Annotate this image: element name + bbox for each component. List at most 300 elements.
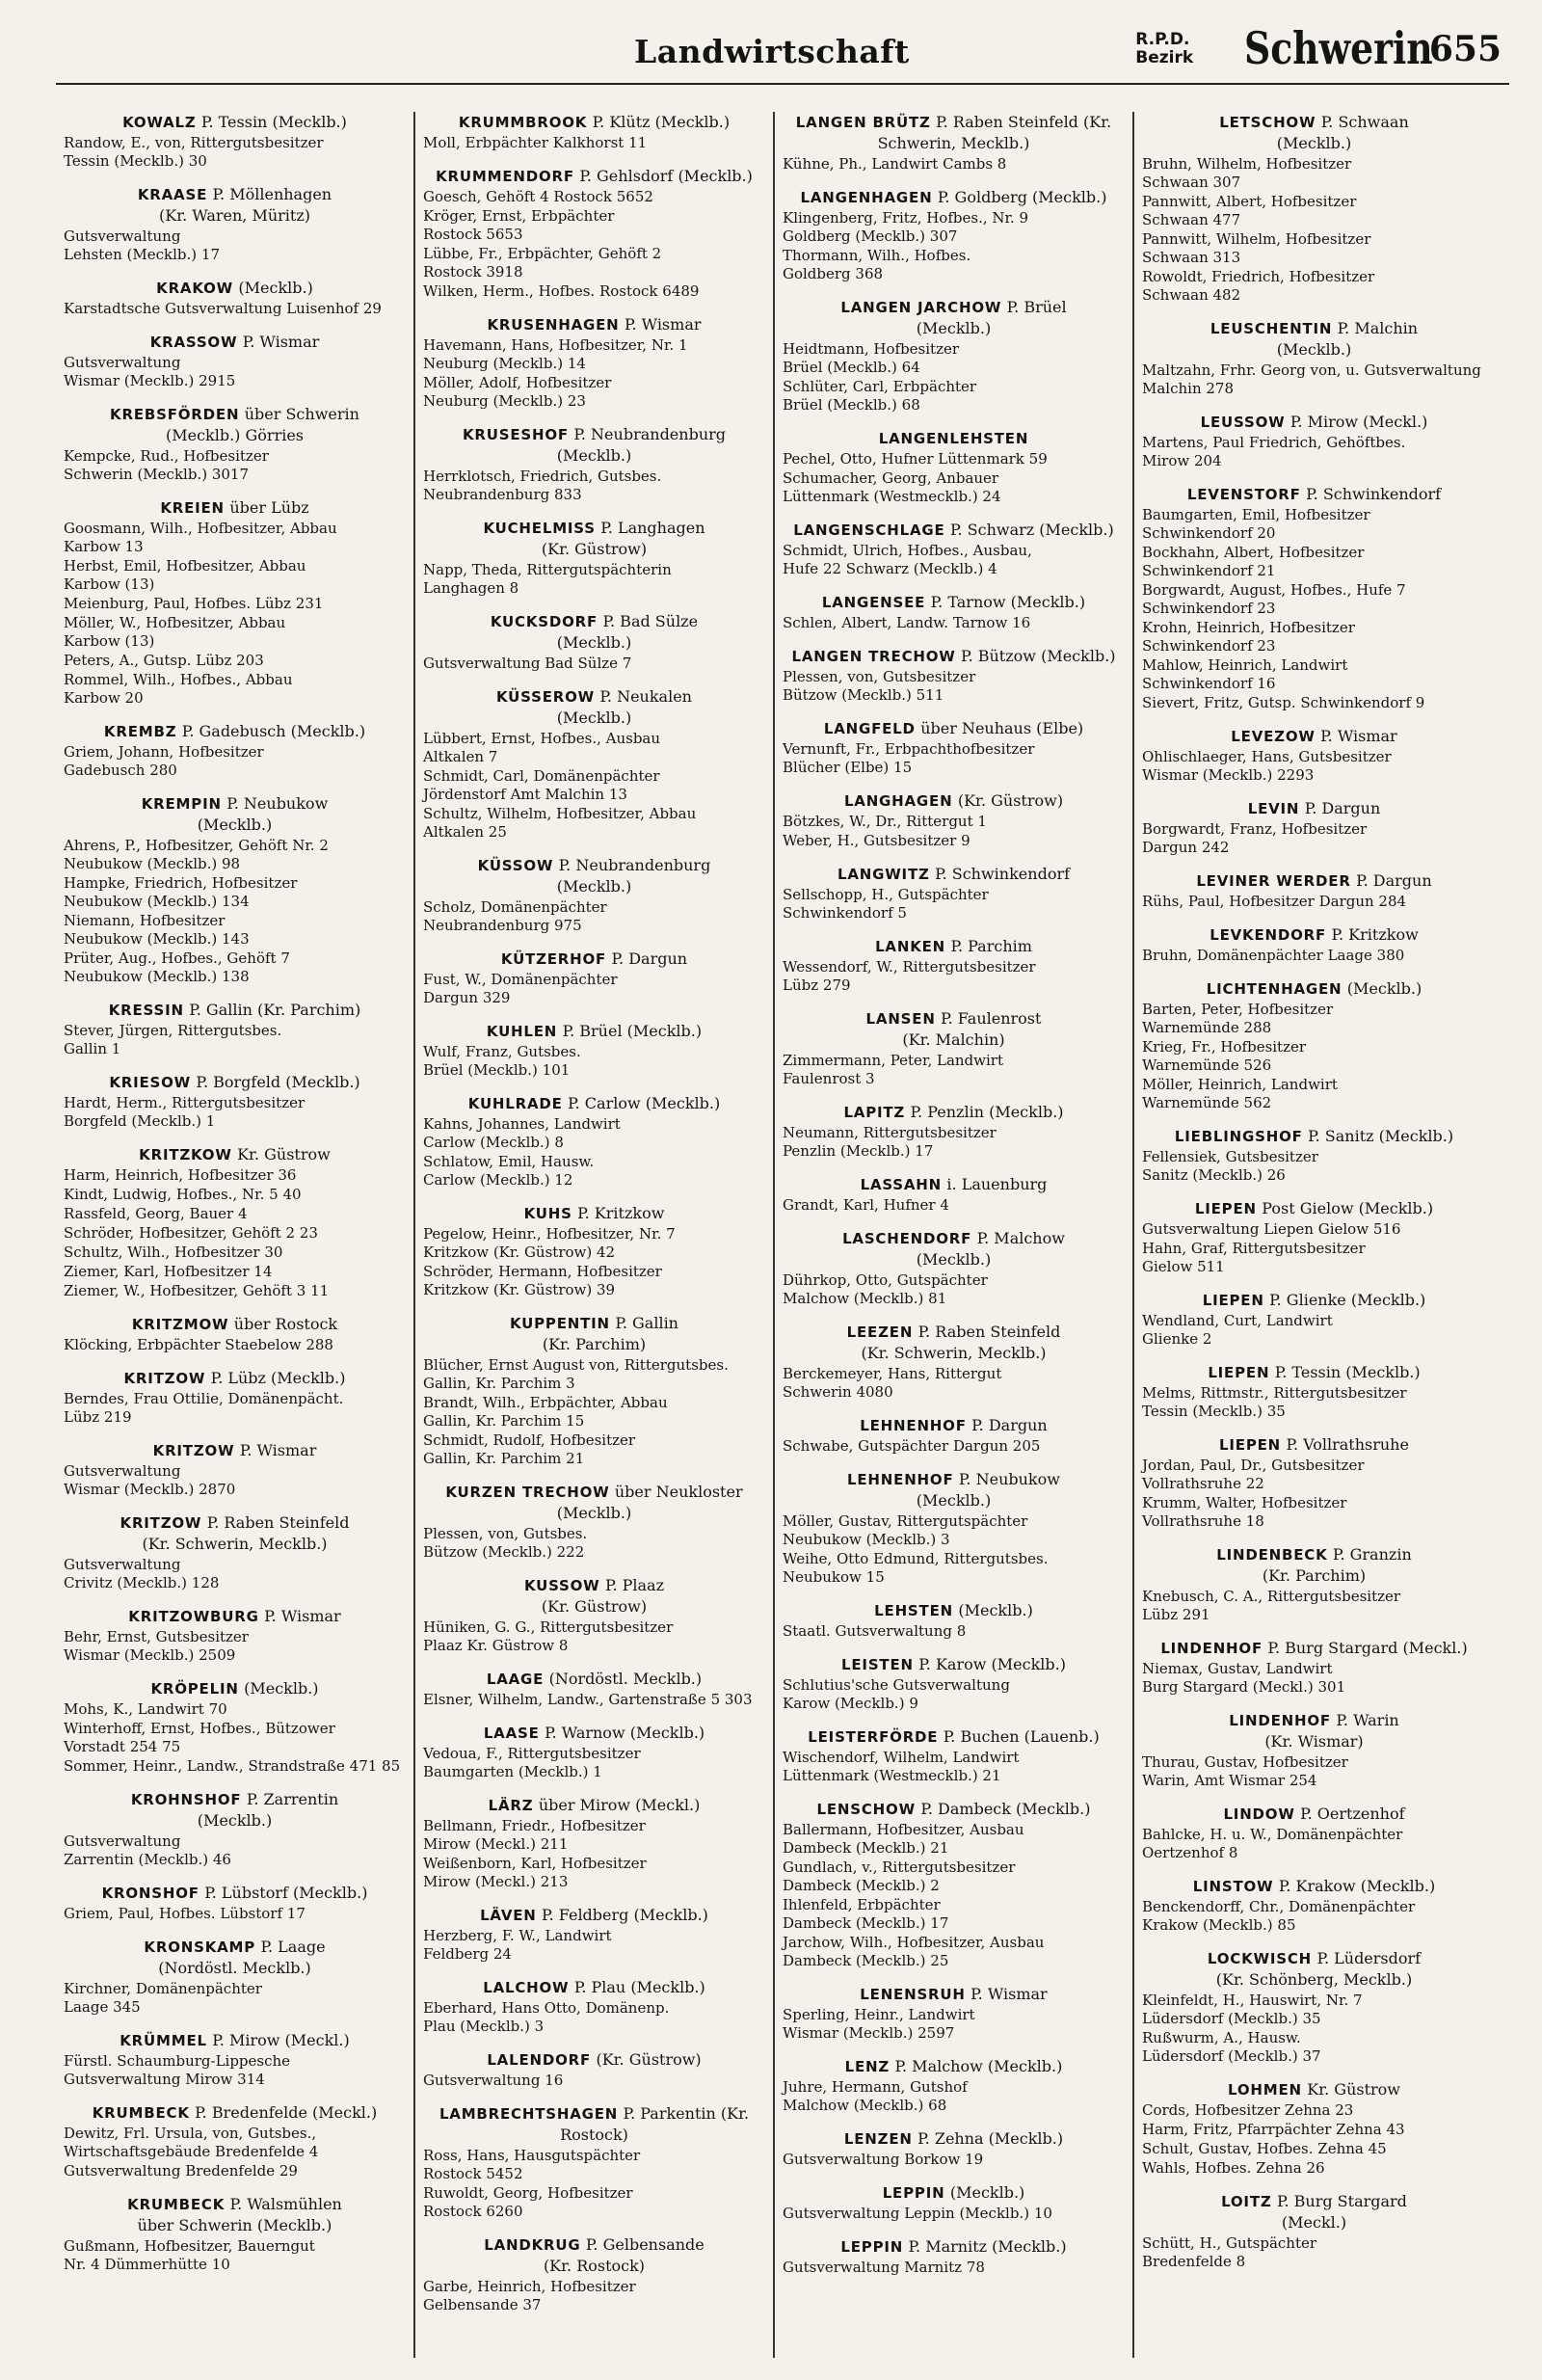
place-name: KRUMBECK	[92, 2104, 190, 2122]
place-name: LANDKRUG	[484, 2236, 581, 2254]
place-name: LAMBRECHTSHAGEN	[439, 2105, 619, 2123]
place-name: LANGEN BRÜTZ	[795, 114, 931, 131]
place-entry	[783, 1415, 1125, 1456]
place-entry	[1142, 924, 1486, 965]
place-heading	[1142, 1544, 1486, 1587]
post-location: P. Sanitz (Mecklb.)	[1308, 1127, 1454, 1145]
place-heading	[783, 592, 1125, 613]
place-heading	[783, 936, 1125, 957]
listing-row: Weber, H., Gutsbesitzer 9	[783, 832, 970, 849]
place-heading	[1142, 1198, 1486, 1219]
place-heading	[423, 424, 765, 467]
place-name: LEVINER WERDER	[1196, 872, 1351, 890]
post-location: (Mecklb.)	[238, 279, 313, 297]
post-location: über Rostock	[233, 1315, 338, 1333]
post-location: P. Schwarz (Mecklb.)	[949, 521, 1114, 539]
post-location: P. Neubukow (Mecklb.)	[197, 794, 329, 834]
listing-row: Hahn, Graf, Rittergutsbesitzer Gielow 511	[1142, 1240, 1366, 1275]
post-location: P. Zehna (Mecklb.)	[917, 2129, 1064, 2148]
place-heading	[783, 428, 1125, 449]
listing-row: Rommel, Wilh., Hofbes., Abbau Karbow 20	[64, 671, 293, 707]
place-name: KRESSIN	[108, 1002, 184, 1019]
listing-row: Schultz, Wilh., Hofbesitzer 30	[64, 1243, 283, 1261]
place-heading	[64, 1440, 406, 1461]
place-heading	[783, 790, 1125, 812]
place-heading	[783, 1008, 1125, 1051]
listing-row: Gutsverwaltung Bad Sülze 7	[423, 655, 632, 672]
post-location: P. Buchen (Lauenb.)	[943, 1727, 1100, 1746]
post-location: P. Gallin (Kr. Parchim)	[542, 1314, 678, 1353]
place-name: LAPITZ	[843, 1104, 906, 1121]
post-location: P. Walsmühlen über Schwerin (Mecklb.)	[137, 2195, 342, 2234]
place-entry	[783, 428, 1125, 506]
place-heading	[423, 1575, 765, 1618]
post-location: (Kr. Güstrow)	[596, 2050, 702, 2069]
listing-row: Ruwoldt, Georg, Hofbesitzer Rostock 6260	[423, 2184, 633, 2220]
listing-row: Maltzahn, Frhr. Georg von, u. Gutsverwaltung Malchin 278	[1142, 361, 1481, 397]
place-heading	[783, 864, 1125, 885]
place-heading	[1142, 1362, 1486, 1383]
place-entry	[783, 790, 1125, 850]
post-location: P. Tarnow (Mecklb.)	[930, 593, 1086, 611]
place-name: KRUMMENDORF	[436, 168, 574, 185]
place-heading	[783, 1799, 1125, 1820]
listing-row: Winterhoff, Ernst, Hofbes., Bützower Vorstadt 254 75	[64, 1720, 335, 1755]
listing-row: Staatl. Gutsverwaltung 8	[783, 1622, 967, 1640]
place-heading	[1142, 1638, 1486, 1659]
listing-row: Melms, Rittmstr., Rittergutsbesitzer Tessin (Mecklb.) 35	[1142, 1384, 1407, 1420]
place-entry	[1142, 1434, 1486, 1531]
place-heading	[1142, 1804, 1486, 1825]
place-heading	[64, 184, 406, 227]
place-name: LOHMEN	[1228, 2081, 1302, 2099]
post-location: über Neuhaus (Elbe)	[920, 719, 1084, 737]
listing-row: Schlatow, Emil, Hausw. Carlow (Mecklb.) 12	[423, 1153, 595, 1189]
place-entry	[1142, 484, 1486, 712]
place-entry	[1142, 1126, 1486, 1185]
place-name: LENSCHOW	[816, 1801, 916, 1818]
place-name: LICHTENHAGEN	[1206, 980, 1343, 998]
listing-row: Schlüter, Carl, Erbpächter Brüel (Mecklb.) 68	[783, 378, 977, 414]
post-location: P. Wismar	[1320, 727, 1397, 745]
post-location: P. Goldberg (Mecklb.)	[937, 188, 1107, 206]
listing-row: Prüter, Aug., Hofbes., Gehöft 7 Neubukow (Mecklb.) 138	[64, 949, 290, 985]
place-name: LINDENHOF	[1160, 1640, 1263, 1657]
place-entry	[423, 611, 765, 673]
listing-row: Sellschopp, H., Gutspächter Schwinkendorf 5	[783, 886, 989, 922]
listing-row: Kirchner, Domänenpächter Laage 345	[64, 1980, 262, 2016]
listing-row: Kindt, Ludwig, Hofbes., Nr. 5 40	[64, 1186, 302, 1203]
place-name: LANGENLEHSTEN	[878, 430, 1029, 447]
post-location: P. Möllenhagen (Kr. Waren, Müritz)	[159, 185, 332, 225]
listing-row: Dührkop, Otto, Gutspächter Malchow (Mecklb.) 81	[783, 1271, 988, 1307]
place-entry	[1142, 1362, 1486, 1421]
place-entry	[783, 1799, 1125, 1970]
place-entry	[1142, 2079, 1486, 2178]
place-name: LEHNENHOF	[847, 1471, 954, 1488]
place-heading	[64, 1072, 406, 1093]
place-entry	[64, 2194, 406, 2274]
place-entry	[423, 424, 765, 504]
place-heading	[783, 1102, 1125, 1123]
post-location: P. Langhagen (Kr. Güstrow)	[541, 519, 705, 558]
listing-row: Bruhn, Wilhelm, Hofbesitzer Schwaan 307	[1142, 155, 1352, 191]
place-entry	[783, 1008, 1125, 1088]
listing-row: Fust, W., Domänenpächter Dargun 329	[423, 971, 618, 1006]
listing-row: Möller, Gustav, Rittergutspächter Neubukow (Mecklb.) 3	[783, 1512, 1028, 1548]
place-heading	[783, 1469, 1125, 1511]
place-name: KRONSHOF	[101, 1885, 199, 1902]
place-entry	[423, 855, 765, 935]
listing-row: Napp, Theda, Rittergutspächterin Langhagen 8	[423, 561, 672, 597]
post-location: P. Lübz (Mecklb.)	[210, 1369, 346, 1387]
listing-row: Pannwitt, Albert, Hofbesitzer Schwaan 477	[1142, 193, 1357, 228]
place-name: LEISTERFÖRDE	[808, 1728, 939, 1746]
listing-row: Zimmermann, Peter, Landwirt Faulenrost 3	[783, 1052, 1003, 1087]
listing-row: Weihe, Otto Edmund, Rittergutsbes. Neubukow 15	[783, 1550, 1049, 1586]
place-name: LINDENBECK	[1216, 1546, 1328, 1564]
place-name: KREMPIN	[141, 795, 222, 813]
listing-row: Thurau, Gustav, Hofbesitzer Warin, Amt Wismar 254	[1142, 1753, 1348, 1789]
post-location: P. Bredenfelde (Meckl.)	[195, 2103, 378, 2122]
place-name: LENZ	[844, 2058, 891, 2075]
listing-row: Klöcking, Erbpächter Staebelow 288	[64, 1336, 333, 1353]
listing-row: Schult, Gustav, Hofbes. Zehna 45	[1142, 2140, 1387, 2157]
place-entry	[64, 184, 406, 264]
listing-row: Harm, Fritz, Pfarrpächter Zehna 43	[1142, 2121, 1405, 2138]
listing-row: Ballermann, Hofbesitzer, Ausbau Dambeck (Mecklb.) 21	[783, 1821, 1024, 1857]
place-heading	[423, 2103, 765, 2146]
place-name: KRITZOW	[120, 1514, 202, 1532]
place-name: LEPPIN	[882, 2184, 945, 2202]
post-location: P. Dargun	[611, 949, 688, 968]
place-entry	[783, 297, 1125, 414]
place-entry	[64, 1000, 406, 1058]
place-heading	[64, 1314, 406, 1335]
listing-row: Goosmann, Wilh., Hofbesitzer, Abbau Karbow 13	[64, 520, 337, 555]
place-name: KUHLRADE	[467, 1095, 563, 1112]
place-entry	[423, 1575, 765, 1655]
post-location: P. Burg Stargard (Meckl.)	[1276, 2192, 1407, 2232]
listing-row: Pechel, Otto, Hufner Lüttenmark 59	[783, 450, 1048, 468]
place-heading	[1142, 112, 1486, 154]
place-heading	[423, 1313, 765, 1355]
listing-row: Sommer, Heinr., Landw., Strandstraße 471 85	[64, 1757, 401, 1775]
listing-row: Benckendorff, Chr., Domänenpächter Krakow (Mecklb.) 85	[1142, 1898, 1416, 1934]
listing-row: Behr, Ernst, Gutsbesitzer Wismar (Mecklb.) 2509	[64, 1628, 249, 1664]
place-heading	[64, 1368, 406, 1389]
place-heading	[783, 1654, 1125, 1675]
place-heading	[423, 1723, 765, 1744]
place-name: LAASE	[483, 1725, 540, 1742]
place-name: KUSSOW	[523, 1577, 600, 1594]
place-name: LIEPEN	[1202, 1292, 1264, 1309]
post-location: P. Neubrandenburg (Mecklb.)	[556, 425, 727, 465]
place-entry	[1142, 1290, 1486, 1349]
place-entry	[64, 1440, 406, 1499]
place-name: LALCHOW	[483, 1979, 570, 1996]
place-entry	[1142, 412, 1486, 470]
place-name: KRITZOWBURG	[128, 1608, 259, 1625]
listing-row: Schröder, Hofbesitzer, Gehöft 2 23	[64, 1224, 318, 1242]
listing-row: Garbe, Heinrich, Hofbesitzer Gelbensande 37	[423, 2278, 636, 2313]
listing-row: Plessen, von, Gutsbesitzer Bützow (Mecklb.) 511	[783, 668, 976, 704]
place-entry	[64, 1678, 406, 1776]
listing-row: Pegelow, Heinr., Hofbesitzer, Nr. 7 Kritzkow (Kr. Güstrow) 42	[423, 1225, 676, 1261]
place-entry	[423, 1977, 765, 2036]
listing-row: Niemann, Hofbesitzer Neubukow (Mecklb.) 143	[64, 912, 250, 948]
place-entry	[423, 2049, 765, 2090]
listing-row: Plessen, von, Gutsbes. Bützow (Mecklb.) 222	[423, 1525, 588, 1561]
listing-row: Kröger, Ernst, Erbpächter Rostock 5653	[423, 207, 615, 243]
place-entry	[423, 1795, 765, 1891]
listing-row: Hardt, Herm., Rittergutsbesitzer Borgfeld (Mecklb.) 1	[64, 1094, 306, 1130]
listing-row: Schütt, H., Gutspächter Bredenfelde 8	[1142, 2234, 1317, 2270]
place-heading	[64, 278, 406, 299]
place-name: LANGENHAGEN	[800, 189, 933, 206]
place-entry	[423, 2234, 765, 2314]
listing-row: Wahls, Hofbes. Zehna 26	[1142, 2159, 1325, 2177]
listing-row: Thormann, Wilh., Hofbes. Goldberg 368	[783, 247, 971, 282]
place-entry	[783, 1174, 1125, 1215]
place-name: LIEPEN	[1194, 1200, 1257, 1217]
post-location: P. Brüel (Mecklb.)	[916, 298, 1067, 337]
place-entry	[1142, 798, 1486, 857]
post-location: P. Dargun	[971, 1416, 1048, 1434]
place-heading	[1142, 1710, 1486, 1752]
post-location: über Lübz	[229, 498, 309, 517]
post-location: (Nordöstl. Mecklb.)	[548, 1670, 703, 1688]
place-entry	[1142, 726, 1486, 785]
post-location: P. Carlow (Mecklb.)	[568, 1094, 721, 1112]
place-name: KRÖPELIN	[150, 1680, 239, 1698]
listing-row: Gutsverwaltung Wismar (Mecklb.) 2870	[64, 1462, 236, 1498]
listing-row: Rußwurm, A., Hausw. Lüdersdorf (Mecklb.) 37	[1142, 2029, 1321, 2065]
place-heading	[783, 1600, 1125, 1621]
listing-row: Rühs, Paul, Hofbesitzer Dargun 284	[1142, 893, 1407, 910]
place-name: KUHLEN	[486, 1023, 558, 1040]
place-entry	[1142, 1948, 1486, 2066]
place-entry	[64, 112, 406, 171]
post-location: P. Wismar	[242, 333, 320, 351]
post-location: P. Zarrentin (Mecklb.)	[197, 1790, 339, 1830]
place-name: LEVKENDORF	[1210, 926, 1327, 944]
place-heading	[423, 518, 765, 560]
listing-row: Knebusch, C. A., Rittergutsbesitzer Lübz 291	[1142, 1588, 1401, 1623]
listing-row: Sperling, Heinr., Landwirt Wismar (Mecklb.) 2597	[783, 2006, 975, 2042]
post-location: P. Krakow (Mecklb.)	[1278, 1877, 1436, 1895]
listing-row: Grandt, Karl, Hufner 4	[783, 1196, 949, 1214]
place-name: LANGWITZ	[837, 866, 930, 883]
listing-row: Bockhahn, Albert, Hofbesitzer Schwinkendorf 21	[1142, 544, 1365, 579]
place-entry	[64, 497, 406, 708]
place-name: LAAGE	[486, 1671, 545, 1688]
listing-row: Mahlow, Heinrich, Landwirt Schwinkendorf 16	[1142, 656, 1348, 692]
post-location: Kr. Güstrow	[1307, 2080, 1400, 2099]
place-entry	[783, 520, 1125, 578]
place-entry	[423, 1093, 765, 1190]
page-number: 655	[1428, 29, 1502, 69]
listing-row: Gutsverwaltung Crivitz (Mecklb.) 128	[64, 1556, 220, 1591]
place-name: KUPPENTIN	[510, 1315, 610, 1332]
listing-row: Goesch, Gehöft 4 Rostock 5652	[423, 188, 653, 205]
listing-row: Bruhn, Domänenpächter Laage 380	[1142, 947, 1405, 964]
place-entry	[423, 314, 765, 411]
listing-row: Wilken, Herm., Hofbes. Rostock 6489	[423, 282, 700, 300]
place-entry	[64, 1144, 406, 1300]
post-location: (Mecklb.)	[244, 1679, 319, 1698]
post-location: P. Oertzenhof	[1300, 1805, 1405, 1823]
place-entry	[783, 1102, 1125, 1161]
place-name: LEEZEN	[846, 1324, 914, 1341]
listing-row: Gutsverwaltung Wismar (Mecklb.) 2915	[64, 354, 236, 389]
place-name: LASCHENDORF	[842, 1230, 972, 1247]
post-location: P. Wismar	[264, 1607, 341, 1625]
post-location: P. Malchin (Mecklb.)	[1276, 319, 1419, 359]
listing-row: Wischendorf, Wilhelm, Landwirt Lüttenmark (Westmecklb.) 21	[783, 1749, 1020, 1784]
listing-row: Gutsverwaltung Leppin (Mecklb.) 10	[783, 2205, 1052, 2222]
place-name: KUHS	[523, 1205, 572, 1222]
place-heading	[423, 855, 765, 897]
listing-row: Gundlach, v., Rittergutsbesitzer Dambeck (Mecklb.) 2	[783, 1859, 1016, 1894]
column-2	[415, 112, 775, 2358]
place-heading	[423, 166, 765, 187]
place-heading	[64, 1000, 406, 1021]
place-heading	[783, 2182, 1125, 2204]
post-location: P. Tessin (Mecklb.)	[200, 113, 347, 131]
listing-row: Moll, Erbpächter Kalkhorst 11	[423, 134, 648, 151]
place-entry	[64, 721, 406, 780]
listing-row: Weißenborn, Karl, Hofbesitzer Mirow (Meckl.) 213	[423, 1855, 647, 1890]
city-name: Schwerin	[1244, 22, 1433, 74]
listing-row: Krumm, Walter, Hofbesitzer Vollrathsruhe 18	[1142, 1494, 1347, 1530]
listing-row: Borgwardt, August, Hofbes., Hufe 7 Schwinkendorf 23	[1142, 581, 1406, 617]
listing-row: Gutsverwaltung Liepen Gielow 516	[1142, 1220, 1401, 1238]
place-heading	[423, 1203, 765, 1224]
listing-row: Randow, E., von, Rittergutsbesitzer Tessin (Mecklb.) 30	[64, 134, 324, 170]
place-name: KRUSESHOF	[462, 426, 569, 443]
place-heading	[1142, 318, 1486, 361]
listing-row: Möller, Heinrich, Landwirt Warnemünde 562	[1142, 1076, 1338, 1111]
place-heading	[783, 2236, 1125, 2258]
post-location: P. Raben Steinfeld (Kr. Schwerin, Mecklb.)	[877, 113, 1112, 152]
place-heading	[423, 1669, 765, 1690]
place-entry	[783, 1600, 1125, 1641]
post-location: P. Kritzkow	[577, 1204, 665, 1222]
place-heading	[1142, 412, 1486, 433]
place-heading	[1142, 1876, 1486, 1897]
place-name: KREMBZ	[103, 723, 177, 740]
post-location: P. Kritzkow	[1331, 925, 1419, 944]
place-entry	[423, 1723, 765, 1781]
place-heading	[783, 1174, 1125, 1195]
post-location: P. Parkentin (Kr. Rostock)	[560, 2104, 750, 2144]
place-name: LANGENSCHLAGE	[793, 521, 945, 539]
place-entry	[1142, 1544, 1486, 1624]
post-location: P. Glienke (Mecklb.)	[1269, 1291, 1426, 1309]
place-heading	[1142, 978, 1486, 1000]
place-name: LETSCHOW	[1219, 114, 1316, 131]
place-entry	[783, 864, 1125, 923]
listing-row: Niemax, Gustav, Landwirt Burg Stargard (Meckl.) 301	[1142, 1660, 1346, 1696]
post-location: P. Plaaz (Kr. Güstrow)	[541, 1576, 665, 1616]
place-heading	[423, 1093, 765, 1114]
place-name: KRUMBECK	[127, 2196, 226, 2213]
place-heading	[1142, 924, 1486, 946]
listing-row: Ziemer, W., Hofbesitzer, Gehöft 3 11	[64, 1282, 330, 1299]
place-heading	[64, 404, 406, 446]
place-heading	[783, 2056, 1125, 2077]
place-heading	[423, 112, 765, 133]
listing-row: Heidtmann, Hofbesitzer Brüel (Mecklb.) 64	[783, 340, 960, 376]
post-location: P. Mirow (Meckl.)	[1289, 413, 1428, 431]
listing-row: Klingenberg, Fritz, Hofbes., Nr. 9 Goldberg (Mecklb.) 307	[783, 209, 1029, 245]
listing-row: Mohs, K., Landwirt 70	[64, 1700, 227, 1718]
listing-row: Juhre, Hermann, Gutshof Malchow (Mecklb.) 68	[783, 2078, 968, 2114]
place-name: LANKEN	[875, 938, 946, 955]
place-name: LINDOW	[1223, 1805, 1295, 1823]
place-name: KÜTZERHOF	[500, 950, 607, 968]
listing-row: Krohn, Heinrich, Hofbesitzer Schwinkendorf 23	[1142, 619, 1355, 655]
place-entry	[423, 1905, 765, 1964]
listing-row: Sievert, Fritz, Gutsp. Schwinkendorf 9	[1142, 694, 1425, 711]
section-title: Landwirtschaft	[634, 33, 910, 70]
place-name: KREIEN	[160, 499, 225, 517]
place-entry	[783, 2128, 1125, 2169]
column-1	[56, 112, 415, 2358]
place-name: LANGEN TRECHOW	[791, 648, 956, 665]
listing-row: Schultz, Wilhelm, Hofbesitzer, Abbau Altkalen 25	[423, 805, 697, 841]
listing-row: Schröder, Hermann, Hofbesitzer Kritzkow (Kr. Güstrow) 39	[423, 1263, 662, 1298]
place-name: KRÜMMEL	[120, 2032, 207, 2049]
place-heading	[64, 1512, 406, 1555]
listing-row: Rassfeld, Georg, Bauer 4	[64, 1205, 248, 1222]
place-name: KUCKSDORF	[490, 613, 598, 630]
place-heading	[783, 297, 1125, 339]
place-heading	[1142, 1126, 1486, 1147]
place-heading	[64, 1144, 406, 1165]
place-entry	[783, 2182, 1125, 2223]
place-name: KREBSFÖRDEN	[110, 406, 240, 423]
place-heading	[64, 497, 406, 519]
place-name: LEVEZOW	[1231, 728, 1316, 745]
listing-row: Peters, A., Gutsp. Lübz 203	[64, 652, 264, 669]
page-header	[56, 21, 1509, 85]
listing-row: Gutsverwaltung Zarrentin (Mecklb.) 46	[64, 1832, 231, 1868]
place-heading	[64, 2194, 406, 2236]
place-name: LEUSCHENTIN	[1210, 320, 1333, 337]
post-location: P. Schwaan (Mecklb.)	[1276, 113, 1409, 152]
listing-row: Scholz, Domänenpächter Neubrandenburg 975	[423, 898, 607, 934]
place-name: KRUSENHAGEN	[487, 316, 620, 334]
place-entry	[783, 1469, 1125, 1587]
place-entry	[423, 1203, 765, 1299]
post-location: (Mecklb.)	[949, 2183, 1025, 2202]
place-heading	[423, 2234, 765, 2277]
place-heading	[423, 314, 765, 335]
place-entry	[423, 686, 765, 842]
place-entry	[64, 404, 406, 484]
place-heading	[1142, 1290, 1486, 1311]
post-location: P. Faulenrost (Kr. Malchin)	[902, 1009, 1042, 1049]
post-location: P. Warnow (Mecklb.)	[545, 1724, 705, 1742]
place-entry	[783, 1322, 1125, 1402]
place-heading	[64, 793, 406, 836]
place-heading	[64, 1789, 406, 1832]
post-location: P. Laage (Nordöstl. Mecklb.)	[158, 1938, 326, 1977]
listing-row: Kleinfeldt, H., Hauswirt, Nr. 7 Lüdersdorf (Mecklb.) 35	[1142, 1992, 1363, 2027]
place-name: LINDENHOF	[1229, 1712, 1331, 1729]
